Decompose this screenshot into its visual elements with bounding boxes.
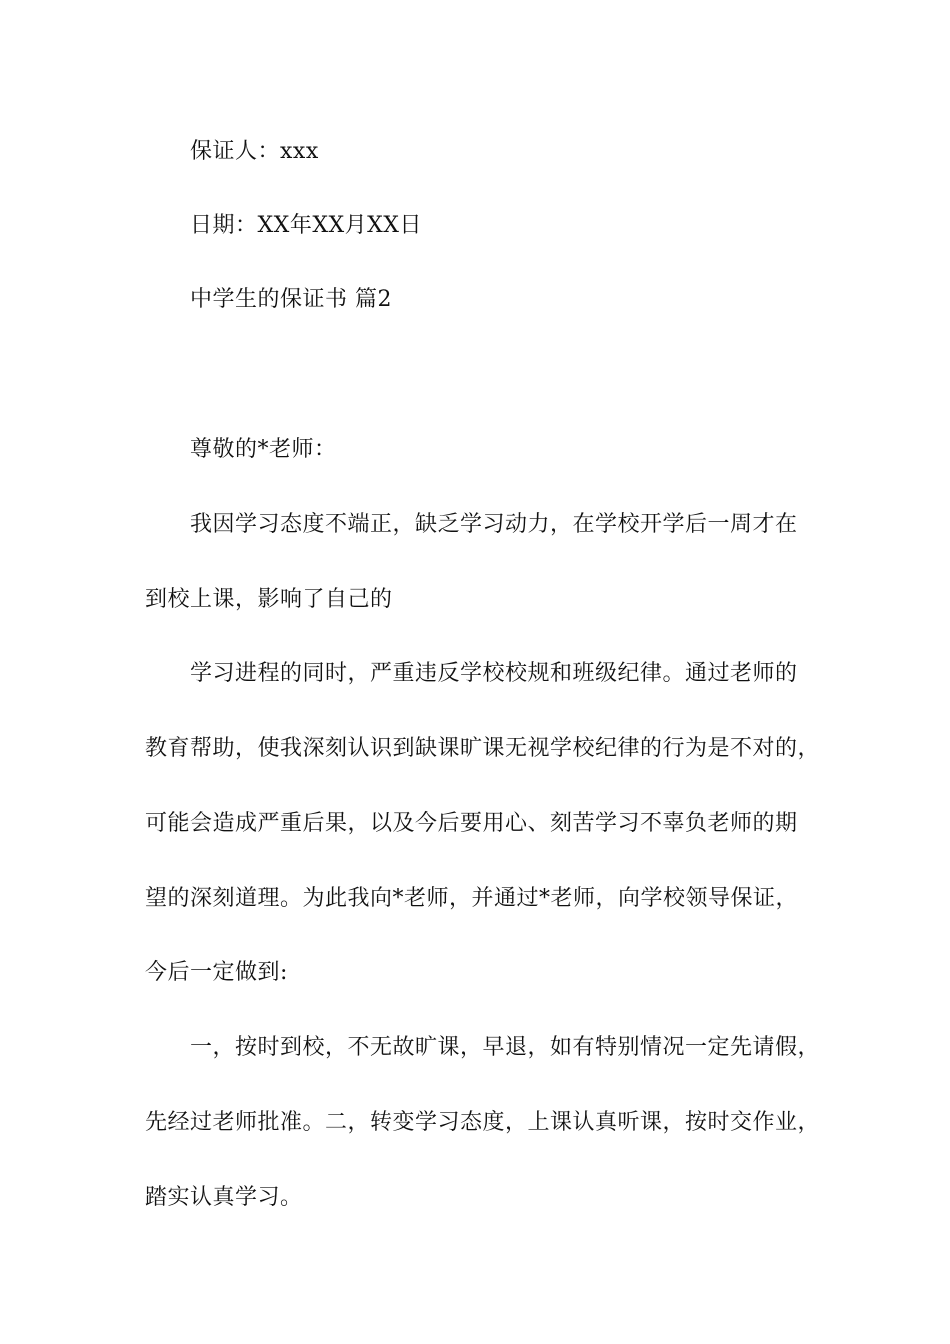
paragraph-3-line-1: 一，按时到校，不无故旷课，早退，如有特别情况一定先请假， [190,1035,821,1060]
paragraph-1-line-2: 到校上课，影响了自己的 [145,587,393,612]
paragraph-2-line-4: 望的深刻道理。为此我向*老师，并通过*老师，向学校领导保证， [145,886,799,911]
paragraph-2-line-2: 教育帮助，使我深刻认识到缺课旷课无视学校纪律的行为是不对的， [145,736,821,761]
date-line: 日期：XX年XX月XX日 [190,213,422,238]
paragraph-2-line-5: 今后一定做到: [145,960,288,985]
paragraph-2-line-3: 可能会造成严重后果，以及今后要用心、刻苦学习不辜负老师的期 [145,811,798,836]
paragraph-3-line-2: 先经过老师批准。二，转变学习态度，上课认真听课，按时交作业， [145,1110,821,1135]
paragraph-3-line-3: 踏实认真学习。 [145,1185,303,1210]
guarantor-line: 保证人：xxx [190,139,319,164]
paragraph-2-line-1: 学习进程的同时，严重违反学校校规和班级纪律。通过老师的 [190,661,798,686]
paragraph-1-line-1: 我因学习态度不端正，缺乏学习动力，在学校开学后一周才在 [190,512,798,537]
salutation: 尊敬的*老师： [190,437,337,462]
section-title: 中学生的保证书 篇2 [190,287,392,312]
